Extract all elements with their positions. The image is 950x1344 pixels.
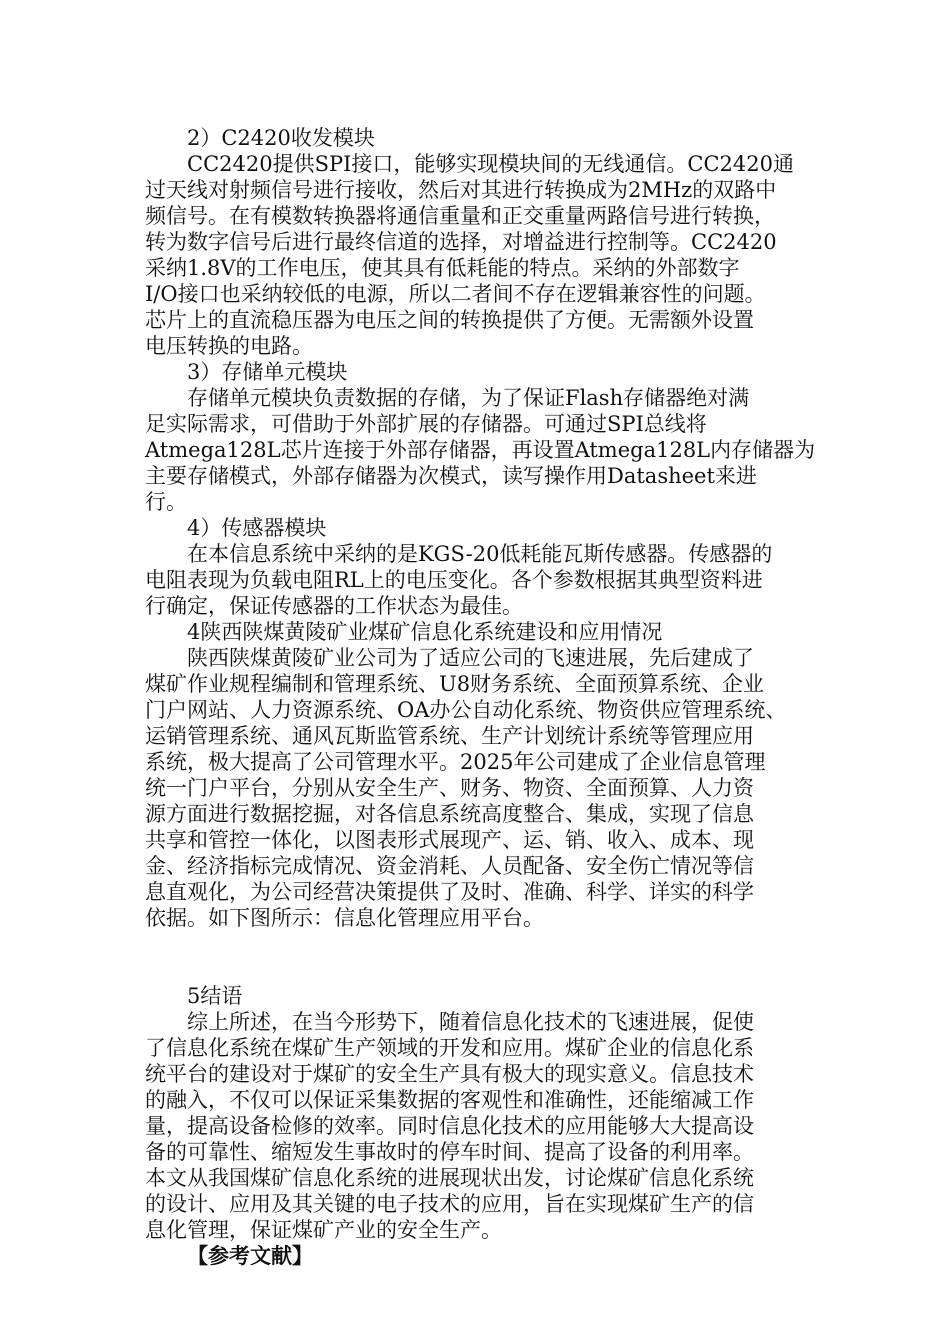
paragraph-line: 存储单元模块负责数据的存储，为了保证Flash存储器绝对满	[187, 386, 750, 410]
paragraph-line: 运销管理系统、通风瓦斯监管系统、生产计划统计系统等管理应用	[145, 724, 754, 748]
section-heading-conclusion: 5结语	[187, 984, 243, 1008]
paragraph-line: I/O接口也采纳较低的电源，所以二者间不存在逻辑兼容性的问题。	[145, 282, 766, 306]
paragraph-line: 过天线对射频信号进行接收，然后对其进行转换成为2MHz的双路中	[145, 178, 777, 202]
paragraph-line: 统平台的建设对于煤矿的安全生产具有极大的现实意义。信息技术	[145, 1062, 754, 1086]
paragraph-line: 陕西陕煤黄陵矿业公司为了适应公司的飞速进展，先后建成了	[187, 646, 754, 670]
paragraph-line: 综上所述，在当今形势下，随着信息化技术的飞速进展，促使	[187, 1010, 754, 1034]
paragraph-line: 煤矿作业规程编制和管理系统、U8财务系统、全面预算系统、企业	[145, 672, 765, 696]
paragraph-line: 频信号。在有模数转换器将通信重量和正交重量两路信号进行转换，	[145, 204, 775, 228]
paragraph-line: 息化管理，保证煤矿产业的安全生产。	[145, 1218, 502, 1242]
paragraph-line: 源方面进行数据挖掘，对各信息系统高度整合、集成，实现了信息	[145, 802, 754, 826]
paragraph-line: 统一门户平台，分别从安全生产、财务、物资、全面预算、人力资	[145, 776, 754, 800]
section-heading-shaanxi: 4陕西陕煤黄陵矿业煤矿信息化系统建设和应用情况	[187, 620, 663, 644]
paragraph-line: 电压转换的电路。	[145, 334, 313, 358]
paragraph-line: 足实际需求，可借助于外部扩展的存储器。可通过SPI总线将	[145, 412, 707, 436]
paragraph-line: 量，提高设备检修的效率。同时信息化技术的应用能够大大提高设	[145, 1114, 754, 1138]
paragraph-line: 行。	[145, 490, 187, 514]
section-heading-c2420: 2）C2420收发模块	[187, 126, 375, 150]
paragraph-line: 的融入，不仅可以保证采集数据的客观性和准确性，还能缩减工作	[145, 1088, 754, 1112]
paragraph-line: 了信息化系统在煤矿生产领域的开发和应用。煤矿企业的信息化系	[145, 1036, 754, 1060]
paragraph-line: 行确定，保证传感器的工作状态为最佳。	[145, 594, 523, 618]
paragraph-line: 主要存储模式，外部存储器为次模式，读写操作用Datasheet来进	[145, 464, 757, 488]
paragraph-line: 采纳1.8V的工作电压，使其具有低耗能的特点。采纳的外部数字	[145, 256, 740, 280]
section-heading-sensor: 4）传感器模块	[187, 516, 327, 540]
paragraph-line: 芯片上的直流稳压器为电压之间的转换提供了方便。无需额外设置	[145, 308, 754, 332]
paragraph-line: 备的可靠性、缩短发生事故时的停车时间、提高了设备的利用率。	[145, 1140, 754, 1164]
paragraph-line: 的设计、应用及其关键的电子技术的应用，旨在实现煤矿生产的信	[145, 1192, 754, 1216]
paragraph-line: 系统，极大提高了公司管理水平。2025年公司建成了企业信息管理	[145, 750, 766, 774]
references-heading: 【参考文献】	[187, 1243, 313, 1268]
paragraph-line: 依据。如下图所示：信息化管理应用平台。	[145, 906, 544, 930]
paragraph-line: 金、经济指标完成情况、资金消耗、人员配备、安全伤亡情况等信	[145, 854, 754, 878]
paragraph-line: Atmega128L芯片连接于外部存储器，再设置Atmega128L内存储器为	[145, 438, 816, 462]
paragraph-line: 转为数字信号后进行最终信道的选择，对增益进行控制等。CC2420	[145, 230, 777, 254]
paragraph-line: 在本信息系统中采纳的是KGS-20低耗能瓦斯传感器。传感器的	[187, 542, 773, 566]
paragraph-line: 门户网站、人力资源系统、OA办公自动化系统、物资供应管理系统、	[145, 698, 787, 722]
section-heading-storage: 3）存储单元模块	[187, 360, 348, 384]
paragraph-line: 共享和管控一体化，以图表形式展现产、运、销、收入、成本、现	[145, 828, 754, 852]
paragraph-line: 息直观化，为公司经营决策提供了及时、准确、科学、详实的科学	[145, 880, 754, 904]
paragraph-line: CC2420提供SPI接口，能够实现模块间的无线通信。CC2420通	[187, 152, 794, 176]
paragraph-line: 本文从我国煤矿信息化系统的进展现状出发，讨论煤矿信息化系统	[145, 1166, 754, 1190]
paragraph-line: 电阻表现为负载电阻RL上的电压变化。各个参数根据其典型资料进	[145, 568, 763, 592]
